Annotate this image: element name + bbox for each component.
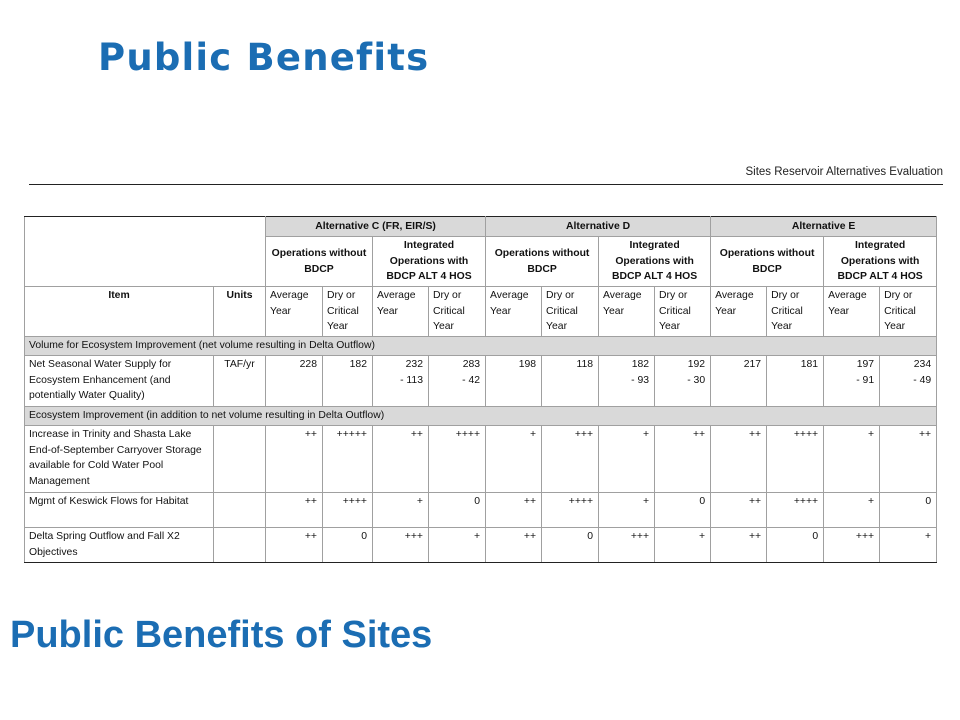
value-cell: + [880, 528, 937, 563]
row-units [214, 528, 266, 563]
value-cell: 0 [655, 493, 711, 528]
alternative-e-header: Alternative E [711, 217, 937, 237]
year-label: Average Year [486, 287, 542, 337]
alternative-c-header: Alternative C (FR, EIR/S) [266, 217, 486, 237]
value-cell: ++ [880, 426, 937, 493]
value-cell: ++++ [323, 493, 373, 528]
value-cell: ++++ [429, 426, 486, 493]
row-item-label: Net Seasonal Water Supply for Ecosystem Enhancement (and potentially Water Quality) [25, 356, 214, 407]
value-cell: 118 [542, 356, 599, 407]
value-cell: ++++ [767, 493, 824, 528]
value-cell: 217 [711, 356, 767, 407]
row-item-label: Increase in Trinity and Shasta Lake End-of-September Carryover Storage available for Cold Water Pool Management [25, 426, 214, 493]
value-cell: 228 [266, 356, 323, 407]
year-label: Average Year [824, 287, 880, 337]
value-cell: +++ [373, 528, 429, 563]
row-units: TAF/yr [214, 356, 266, 407]
value-cell: 0 [542, 528, 599, 563]
value-cell: ++ [711, 493, 767, 528]
table-row [25, 528, 937, 563]
year-label: Average Year [266, 287, 323, 337]
value-cell: + [373, 493, 429, 528]
alternative-d-header: Alternative D [486, 217, 711, 237]
value-cell: ++ [373, 426, 429, 493]
value-cell: ++ [486, 528, 542, 563]
item-column-header: Item [25, 287, 214, 337]
value-cell: 182 [323, 356, 373, 407]
row-item-label: Mgmt of Keswick Flows for Habitat [25, 493, 214, 528]
value-cell: + [824, 493, 880, 528]
value-cell: + [655, 528, 711, 563]
units-column-header: Units [214, 287, 266, 337]
value-cell: 234 - 49 [880, 356, 937, 407]
value-cell: ++ [266, 528, 323, 563]
value-cell: ++ [266, 493, 323, 528]
value-cell: ++ [711, 528, 767, 563]
slide-subtitle: Public Benefits of Sites [10, 614, 433, 656]
value-cell: + [599, 493, 655, 528]
row-units [214, 426, 266, 493]
value-cell: 232 - 113 [373, 356, 429, 407]
value-cell: + [429, 528, 486, 563]
alternatives-header-row [25, 217, 937, 237]
value-cell: 198 [486, 356, 542, 407]
value-cell: 0 [323, 528, 373, 563]
row-units [214, 493, 266, 528]
corner-cell [25, 217, 266, 287]
alternatives-evaluation-table [24, 216, 937, 563]
value-cell: 197 - 91 [824, 356, 880, 407]
slide-title: Public Benefits [98, 36, 430, 79]
value-cell: 192 - 30 [655, 356, 711, 407]
year-label: Dry or Critical Year [767, 287, 824, 337]
section-row [25, 407, 937, 426]
value-cell: +++ [542, 426, 599, 493]
alt-c-ops-without-bdcp: Operations without BDCP [266, 237, 373, 287]
value-cell: + [486, 426, 542, 493]
year-label: Dry or Critical Year [655, 287, 711, 337]
year-label: Dry or Critical Year [323, 287, 373, 337]
value-cell: 181 [767, 356, 824, 407]
value-cell: ++ [711, 426, 767, 493]
value-cell: + [824, 426, 880, 493]
alt-d-ops-without-bdcp: Operations without BDCP [486, 237, 599, 287]
column-header-row [25, 287, 937, 337]
value-cell: ++ [266, 426, 323, 493]
value-cell: ++++ [542, 493, 599, 528]
section-volume-ecosystem: Volume for Ecosystem Improvement (net volume resulting in Delta Outflow) [25, 337, 937, 356]
table-row [25, 493, 937, 528]
year-label: Dry or Critical Year [880, 287, 937, 337]
alt-e-ops-with-bdcp: Integrated Operations with BDCP ALT 4 HOS [824, 237, 937, 287]
section-row [25, 337, 937, 356]
value-cell: 182 - 93 [599, 356, 655, 407]
alt-c-ops-with-bdcp: Integrated Operations with BDCP ALT 4 HOS [373, 237, 486, 287]
value-cell: + [599, 426, 655, 493]
table-row [25, 426, 937, 493]
value-cell: 283 - 42 [429, 356, 486, 407]
year-label: Average Year [711, 287, 767, 337]
alt-d-ops-with-bdcp: Integrated Operations with BDCP ALT 4 HOS [599, 237, 711, 287]
year-label: Average Year [599, 287, 655, 337]
section-ecosystem-improvement: Ecosystem Improvement (in addition to net volume resulting in Delta Outflow) [25, 407, 937, 426]
value-cell: +++ [824, 528, 880, 563]
value-cell: ++ [655, 426, 711, 493]
report-header: Sites Reservoir Alternatives Evaluation [745, 166, 943, 178]
alt-e-ops-without-bdcp: Operations without BDCP [711, 237, 824, 287]
value-cell: ++ [486, 493, 542, 528]
value-cell: +++ [599, 528, 655, 563]
year-label: Dry or Critical Year [542, 287, 599, 337]
table-row [25, 356, 937, 407]
row-item-label: Delta Spring Outflow and Fall X2 Objectives [25, 528, 214, 563]
value-cell: 0 [429, 493, 486, 528]
value-cell: 0 [767, 528, 824, 563]
year-label: Average Year [373, 287, 429, 337]
header-divider [29, 184, 943, 185]
value-cell: +++++ [323, 426, 373, 493]
value-cell: 0 [880, 493, 937, 528]
year-label: Dry or Critical Year [429, 287, 486, 337]
value-cell: ++++ [767, 426, 824, 493]
